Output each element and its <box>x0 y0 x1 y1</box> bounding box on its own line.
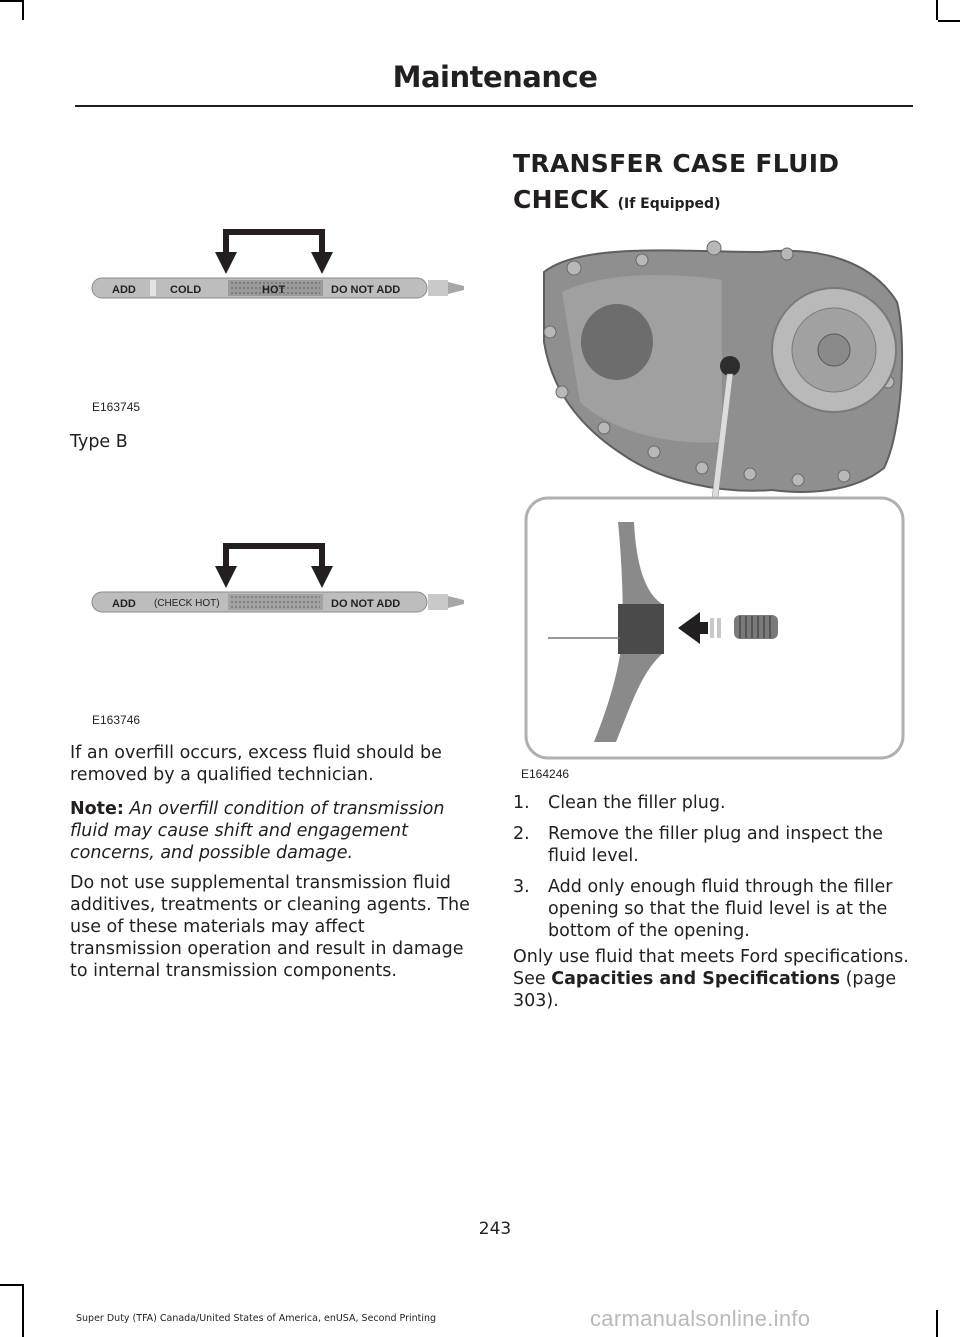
step-text: Add only enough fluid through the filler opening so that the fluid level is at the bottom of the opening. <box>548 877 893 941</box>
note-label: Note: <box>70 799 124 819</box>
crop-mark <box>22 0 24 20</box>
steps-list <box>513 792 913 951</box>
section-title-suffix: (If Equipped) <box>617 196 721 212</box>
dipstick-figure-type-b <box>88 536 473 626</box>
capacities-link[interactable]: Capacities and Specifications <box>551 969 841 989</box>
dipstick-label-do-not-add: DO NOT ADD <box>331 284 401 296</box>
overfill-paragraph: If an overfill occurs, excess fluid should be removed by a qualified technician. <box>70 743 442 785</box>
list-item <box>513 792 913 814</box>
crop-mark <box>938 20 960 22</box>
section-title <box>513 146 913 222</box>
step-number: 3. <box>513 877 530 897</box>
crop-mark <box>0 1284 22 1286</box>
list-item <box>513 823 913 867</box>
note-paragraph <box>70 798 480 864</box>
header-rule <box>75 105 913 107</box>
level-range-arrows <box>215 229 333 274</box>
dipstick-label-check-hot: (CHECK HOT) <box>154 598 220 609</box>
filler-plug-icon <box>720 356 740 376</box>
page-title: Maintenance <box>392 60 598 94</box>
fluid-spec-paragraph <box>513 946 913 1012</box>
level-range-arrows <box>215 543 333 588</box>
section-title-line1: TRANSFER CASE FLUID <box>513 149 840 178</box>
page-number: 243 <box>478 1219 512 1239</box>
note-text: An overfill condition of transmission fluid may cause shift and engagement concerns, and possible damage. <box>70 799 445 863</box>
crop-mark <box>22 1284 24 1337</box>
figure-id: E163746 <box>92 713 141 727</box>
dipstick-label-add: ADD <box>112 598 136 610</box>
step-number: 1. <box>513 793 530 813</box>
page-reference: (page 303). <box>513 969 897 1011</box>
section-title-line2: CHECK <box>513 185 609 214</box>
dipstick-label-do-not-add: DO NOT ADD <box>331 598 401 610</box>
dipstick-label-cold: COLD <box>170 284 202 296</box>
crop-mark <box>0 0 22 2</box>
watermark: carmanualsonline.info <box>590 1306 811 1331</box>
dipstick-label-hot: HOT <box>262 284 286 296</box>
document-info: Super Duty (TFA) Canada/United States of America, enUSA, Second Printing <box>76 1313 437 1324</box>
figure-id: E163745 <box>92 400 141 414</box>
step-text: Remove the filler plug and inspect the fluid level. <box>548 824 884 866</box>
fluid-spec-intro: Only use fluid that meets Ford specifications. See <box>513 947 909 989</box>
crop-mark <box>936 0 938 20</box>
step-text: Clean the filler plug. <box>548 793 726 813</box>
list-item <box>513 876 913 942</box>
type-b-label: Type B <box>70 432 128 452</box>
figure-id: E164246 <box>521 767 570 781</box>
dipstick-figure-type-a <box>88 222 473 312</box>
filler-plug-detail <box>526 498 903 758</box>
dipstick-label-add: ADD <box>112 284 136 296</box>
step-number: 2. <box>513 824 530 844</box>
additives-paragraph: Do not use supplemental transmission fluid additives, treatments or cleaning agents. The use of these materials may affect transmission operation and result in damage to internal transmission components. <box>70 873 470 981</box>
transfer-case-figure <box>522 232 907 762</box>
crop-mark <box>936 1310 938 1337</box>
